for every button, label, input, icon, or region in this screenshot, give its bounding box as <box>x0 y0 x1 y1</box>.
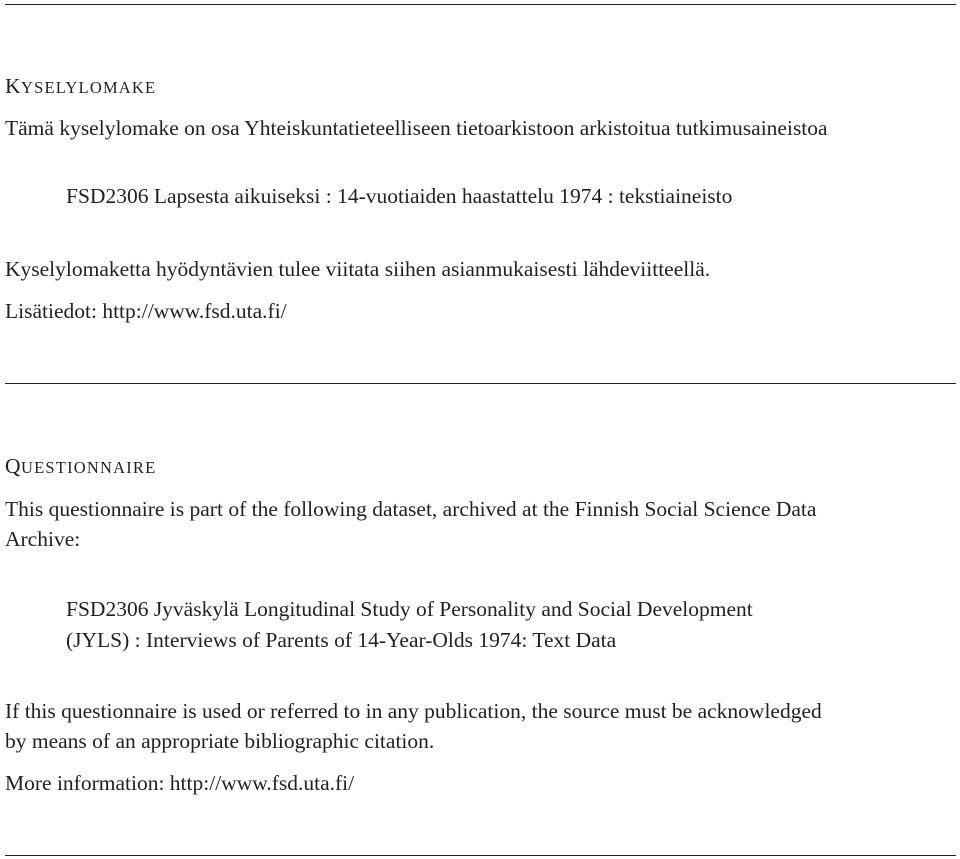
english-more-info: More information: http://www.fsd.uta.fi/ <box>5 771 355 795</box>
english-heading: QUESTIONNAIRE <box>5 454 157 478</box>
finnish-heading: KYSELYLOMAKE <box>5 74 157 98</box>
english-intro-line-2: Archive: <box>5 527 81 551</box>
english-dataset-title-line-2: (JYLS) : Interviews of Parents of 14-Year-Olds 1974: Text Data <box>66 628 617 652</box>
finnish-intro: Tämä kyselylomake on osa Yhteiskuntatieteelliseen tietoarkistoon arkistoitua tutkimusaineistoa <box>5 116 828 140</box>
finnish-citation-note: Kyselylomaketta hyödyntävien tulee viitata siihen asianmukaisesti lähdeviitteellä. <box>5 257 711 281</box>
finnish-more-info: Lisätiedot: http://www.fsd.uta.fi/ <box>5 299 287 323</box>
finnish-dataset-title: FSD2306 Lapsesta aikuiseksi : 14-vuotiaiden haastattelu 1974 : tekstiaineisto <box>66 184 733 208</box>
english-citation-line-1: If this questionnaire is used or referred to in any publication, the source must be acknowledged <box>5 699 822 723</box>
english-dataset-title-line-1: FSD2306 Jyväskylä Longitudinal Study of Personality and Social Development <box>66 597 753 621</box>
section-divider <box>5 383 956 384</box>
english-citation-line-2: by means of an appropriate bibliographic citation. <box>5 729 435 753</box>
english-intro-line-1: This questionnaire is part of the following dataset, archived at the Finnish Social Science Data <box>5 497 817 521</box>
bottom-rule <box>5 855 956 856</box>
top-rule <box>5 4 956 5</box>
